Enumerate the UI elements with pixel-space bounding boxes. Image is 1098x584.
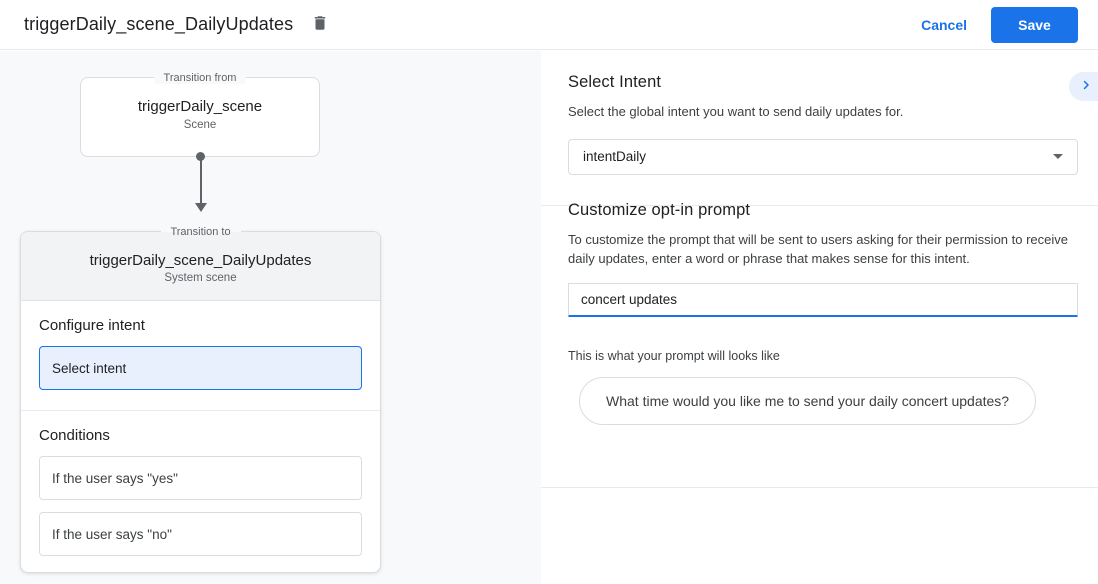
- node-subtitle: Scene: [183, 119, 217, 131]
- save-button[interactable]: Save: [991, 7, 1078, 43]
- card-divider: [21, 410, 380, 411]
- page-title: triggerDaily_scene_DailyUpdates: [24, 14, 294, 34]
- flow-canvas: [0, 51, 541, 584]
- condition-item-yes[interactable]: If the user says "yes": [39, 456, 362, 500]
- intent-dropdown[interactable]: [568, 139, 1078, 175]
- chevron-right-icon: [1080, 79, 1092, 94]
- transition-from-node[interactable]: [80, 72, 320, 157]
- trash-icon: [311, 13, 329, 36]
- main-area: [0, 51, 1098, 584]
- select-intent-heading: Select Intent: [568, 73, 662, 91]
- delete-button[interactable]: [311, 13, 329, 36]
- card-title: triggerDaily_scene_DailyUpdates: [89, 252, 312, 269]
- customize-prompt-section: [541, 175, 1098, 425]
- select-intent-section: [541, 51, 1098, 175]
- transition-to-body: [21, 301, 380, 572]
- cancel-button[interactable]: Cancel: [921, 16, 967, 33]
- condition-item-no[interactable]: If the user says "no": [39, 512, 362, 556]
- connector-line: [200, 159, 202, 205]
- detail-panel: [541, 51, 1098, 584]
- select-intent-description: Select the global intent you want to send daily updates for.: [568, 104, 904, 119]
- customize-prompt-heading: Customize opt-in prompt: [568, 200, 751, 219]
- conditions-heading: Conditions: [39, 427, 110, 444]
- node-title: triggerDaily_scene: [137, 98, 263, 115]
- collapse-panel-button[interactable]: [1069, 72, 1098, 101]
- prompt-preview-label: This is what your prompt will looks like: [568, 348, 780, 363]
- app-bar: [0, 0, 1098, 50]
- transition-to-header: [21, 226, 380, 301]
- configure-intent-heading: Configure intent: [39, 317, 145, 334]
- section-divider-2: [541, 487, 1098, 488]
- card-legend: Transition to: [160, 226, 240, 238]
- node-legend: Transition from: [155, 72, 246, 84]
- intent-dropdown-value: intentDaily: [583, 149, 647, 164]
- select-intent-box[interactable]: Select intent: [39, 346, 362, 390]
- card-subtitle: System scene: [164, 272, 237, 284]
- opt-in-phrase-input[interactable]: [568, 283, 1078, 317]
- caret-down-icon: [1053, 154, 1063, 159]
- arrow-down-icon: [195, 203, 207, 212]
- prompt-preview-bubble: What time would you like me to send your daily concert updates?: [579, 377, 1036, 425]
- appbar-actions: [921, 7, 1078, 43]
- transition-to-card: [20, 226, 381, 573]
- customize-prompt-description: To customize the prompt that will be sent to users asking for their permission to receive daily updates, enter a word or phrase that makes sense for this intent.: [568, 231, 1068, 266]
